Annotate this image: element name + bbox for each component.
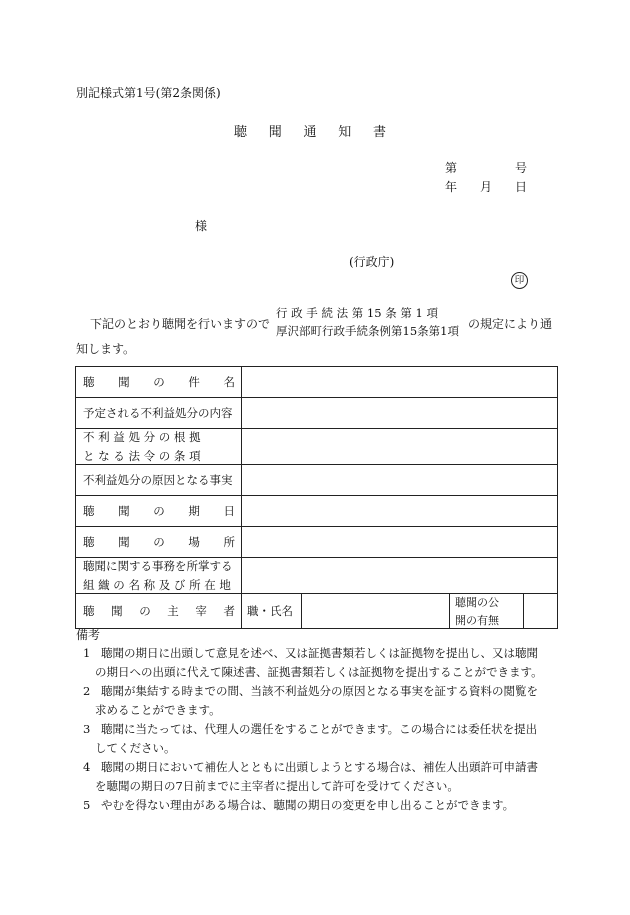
note-line-2: 求めることができます。 bbox=[95, 703, 221, 717]
note-item bbox=[83, 644, 553, 682]
table-row bbox=[76, 527, 558, 558]
row-label-disposition: 予定される不利益処分の内容 bbox=[76, 398, 242, 429]
form-id: 別記様式第1号(第2条関係) bbox=[76, 86, 221, 100]
table-row bbox=[76, 496, 558, 527]
subject-value-cell[interactable] bbox=[242, 367, 558, 398]
table-row bbox=[76, 367, 558, 398]
notes-title: 備考 bbox=[76, 628, 101, 642]
office-line-1: 聴聞に関する事務を所掌する bbox=[83, 559, 233, 573]
note-line-2: を聴聞の期日の7日前までに主宰者に提出して許可を受けてください。 bbox=[95, 779, 459, 793]
note-line-1: 聴聞の期日において補佐人とともに出頭しようとする場合は、補佐人出頭許可申請書 bbox=[101, 760, 538, 774]
basis-value-cell[interactable] bbox=[242, 429, 558, 465]
title-char: 書 bbox=[372, 125, 386, 140]
basis-line-2: と な る 法 令 の 条 項 bbox=[83, 449, 201, 463]
note-number: 5 bbox=[83, 798, 91, 812]
number-dai: 第 bbox=[445, 161, 458, 175]
name-label: 職・氏名 bbox=[242, 594, 302, 629]
date-month: 月 bbox=[480, 180, 493, 194]
row-label-place: 聴 聞 の 場 所 bbox=[76, 527, 242, 558]
note-line-1: やむを得ない理由がある場合は、聴聞の期日の変更を申し出ることができます。 bbox=[101, 798, 515, 812]
note-item bbox=[83, 796, 553, 815]
basis-line-1: 不 利 益 処 分 の 根 拠 bbox=[83, 430, 201, 444]
date-day: 日 bbox=[515, 180, 528, 194]
row-label-presider: 聴 聞 の 主 宰 者 bbox=[76, 594, 242, 629]
public-label bbox=[450, 594, 524, 629]
note-item bbox=[83, 682, 553, 720]
table-row bbox=[76, 594, 558, 629]
note-line-1: 聴聞に当たっては、代理人の選任をすることができます。この場合には委任状を提出 bbox=[101, 722, 538, 736]
public-value-cell[interactable] bbox=[524, 594, 558, 629]
note-line-2: の期日への出頭に代えて陳述書、証拠書類若しくは証拠物を提出することができます。 bbox=[95, 665, 543, 679]
note-number: 2 bbox=[83, 684, 91, 698]
note-number: 1 bbox=[83, 646, 91, 660]
intro-law-2: 厚沢部町行政手続条例第15条第1項 bbox=[276, 324, 459, 338]
presider-name-cell[interactable] bbox=[302, 594, 450, 629]
office-value-cell[interactable] bbox=[242, 558, 558, 594]
intro-suffix: の規定により通 bbox=[468, 317, 553, 331]
intro-law-1: 行 政 手 続 法 第 15 条 第 1 項 bbox=[276, 306, 439, 320]
note-number: 4 bbox=[83, 760, 91, 774]
office-line-2: 組 織 の 名 称 及 び 所 在 地 bbox=[83, 578, 231, 592]
table-row bbox=[76, 465, 558, 496]
row-label-date: 聴 聞 の 期 日 bbox=[76, 496, 242, 527]
table-row bbox=[76, 429, 558, 465]
place-value-cell[interactable] bbox=[242, 527, 558, 558]
disposition-value-cell[interactable] bbox=[242, 398, 558, 429]
page-title bbox=[234, 126, 386, 139]
public-label-2: 開の有無 bbox=[455, 614, 499, 627]
note-number: 3 bbox=[83, 722, 91, 736]
seal-icon: 印 bbox=[511, 272, 528, 289]
title-char: 聞 bbox=[268, 125, 282, 140]
addressee-suffix: 様 bbox=[195, 219, 208, 233]
row-label-basis bbox=[76, 429, 242, 465]
public-label-1: 聴聞の公 bbox=[455, 596, 499, 609]
row-label-office bbox=[76, 558, 242, 594]
title-char: 通 bbox=[303, 125, 317, 140]
agency-label: (行政庁) bbox=[349, 255, 395, 269]
table-row bbox=[76, 558, 558, 594]
note-item bbox=[83, 720, 553, 758]
note-line-1: 聴聞の期日に出頭して意見を述べ、又は証拠書類若しくは証拠物を提出し、又は聴聞 bbox=[101, 646, 538, 660]
date-value-cell[interactable] bbox=[242, 496, 558, 527]
note-line-1: 聴聞が集結する時までの間、当該不利益処分の原因となる事実を証する資料の閲覧を bbox=[101, 684, 538, 698]
cause-value-cell[interactable] bbox=[242, 465, 558, 496]
number-go: 号 bbox=[515, 161, 528, 175]
row-label-subject: 聴 聞 の 件 名 bbox=[76, 367, 242, 398]
note-item bbox=[83, 758, 553, 796]
date-year: 年 bbox=[445, 180, 458, 194]
row-label-cause: 不利益処分の原因となる事実 bbox=[76, 465, 242, 496]
hearing-table bbox=[75, 366, 558, 629]
table-row bbox=[76, 398, 558, 429]
intro-prefix: 下記のとおり聴聞を行いますので bbox=[90, 317, 271, 331]
title-char: 聴 bbox=[234, 125, 248, 140]
intro-continuation: 知します。 bbox=[76, 342, 136, 356]
note-line-2: してください。 bbox=[95, 741, 176, 755]
title-char: 知 bbox=[338, 125, 352, 140]
